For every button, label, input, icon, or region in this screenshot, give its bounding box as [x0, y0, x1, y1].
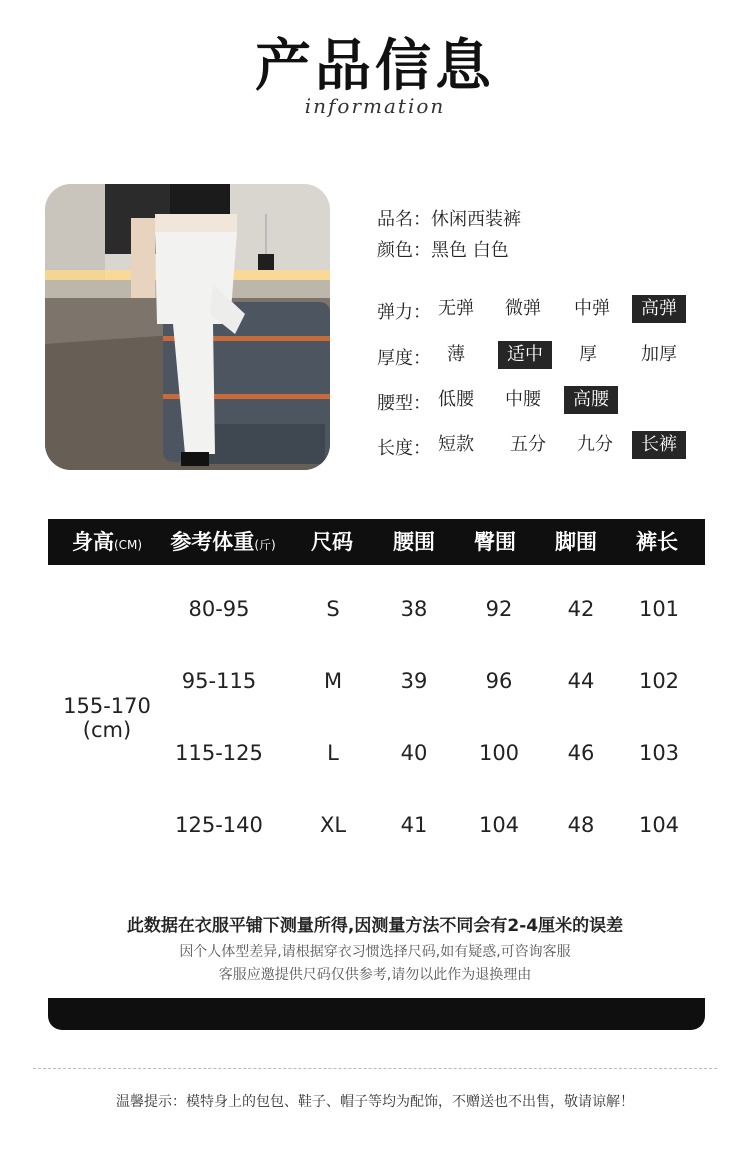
- cell-waist: 38: [400, 597, 428, 621]
- attr-row-waist-type: [377, 386, 707, 414]
- attr-row-length: [377, 431, 707, 459]
- cell-waist: 41: [400, 813, 428, 837]
- measurement-note: 此数据在衣服平铺下测量所得,因测量方法不同会有2-4厘米的误差: [126, 916, 624, 936]
- cell-hem: 44: [567, 669, 595, 693]
- cell-hip: 104: [478, 813, 520, 837]
- header-size: 尺码: [311, 530, 353, 554]
- cell-weight: 95-115: [181, 669, 257, 693]
- decorative-bar: [48, 998, 705, 1030]
- attr-option-selected: 高弹: [632, 295, 686, 323]
- attr-option: 薄: [447, 344, 465, 365]
- cell-length: 102: [638, 669, 680, 693]
- attr-option: 中腰: [505, 389, 541, 410]
- cell-weight: 125-140: [175, 813, 263, 837]
- note-line-1: 因个人体型差异,请根据穿衣习惯选择尺码,如有疑惑,可咨询客服: [179, 944, 571, 960]
- attr-option: 低腰: [438, 389, 474, 410]
- dashed-divider: [33, 1068, 717, 1069]
- cell-size: L: [327, 741, 339, 765]
- header-length: 裤长: [636, 530, 678, 554]
- cell-size: XL: [319, 813, 347, 837]
- header-weight: 参考体重(斤): [170, 530, 276, 554]
- attr-row-thickness: [377, 341, 707, 369]
- cell-length: 104: [638, 813, 680, 837]
- attr-option-selected: 长裤: [632, 431, 686, 459]
- page-title: 产品信息: [255, 34, 495, 99]
- note-line-2: 客服应邀提供尺码仅供参考,请勿以此作为退换理由: [218, 967, 532, 983]
- cell-hem: 46: [567, 741, 595, 765]
- attr-option-selected: 高腰: [564, 386, 618, 414]
- cell-hip: 96: [485, 669, 513, 693]
- header-height: 身高(CM): [71, 530, 143, 554]
- attr-option: 九分: [577, 434, 613, 455]
- attr-label: 腰型：: [377, 393, 431, 414]
- header-waist: 腰围: [393, 530, 435, 554]
- cell-hip: 92: [485, 597, 513, 621]
- cell-waist: 40: [400, 741, 428, 765]
- cell-size: S: [326, 597, 340, 621]
- cell-length: 103: [638, 741, 680, 765]
- cell-waist: 39: [400, 669, 428, 693]
- attr-option: 短款: [438, 434, 474, 455]
- attr-option-selected: 适中: [498, 341, 552, 369]
- header-hem: 脚围: [555, 530, 597, 554]
- attr-option: 加厚: [641, 344, 677, 365]
- cell-hem: 48: [567, 813, 595, 837]
- product-color: 颜色：黑色 白色: [377, 240, 509, 261]
- attr-row-elasticity: [377, 295, 707, 323]
- header-hip: 臀围: [474, 530, 516, 554]
- cell-length: 101: [638, 597, 680, 621]
- cell-weight: 115-125: [175, 741, 263, 765]
- cell-weight: 80-95: [188, 597, 250, 621]
- attr-option: 厚: [579, 344, 597, 365]
- attr-label: 弹力：: [377, 302, 431, 323]
- attr-option: 五分: [510, 434, 546, 455]
- size-table-header: [48, 519, 705, 565]
- attr-option: 微弹: [505, 298, 541, 319]
- footer-tip: 温馨提示：模特身上的包包、鞋子、帽子等均为配饰，不赠送也不出售，敬请谅解！: [116, 1094, 634, 1110]
- attr-label: 长度：: [377, 438, 431, 459]
- attr-label: 厚度：: [377, 348, 431, 369]
- product-photo: [45, 184, 330, 470]
- attr-option: 中弹: [574, 298, 610, 319]
- page-subtitle: information: [304, 94, 446, 118]
- product-name: 品名：休闲西装裤: [377, 209, 521, 230]
- attr-option: 无弹: [438, 298, 474, 319]
- cell-hem: 42: [567, 597, 595, 621]
- height-range-cell: 155-170 (cm): [63, 694, 151, 742]
- cell-size: M: [323, 669, 343, 693]
- cell-hip: 100: [478, 741, 520, 765]
